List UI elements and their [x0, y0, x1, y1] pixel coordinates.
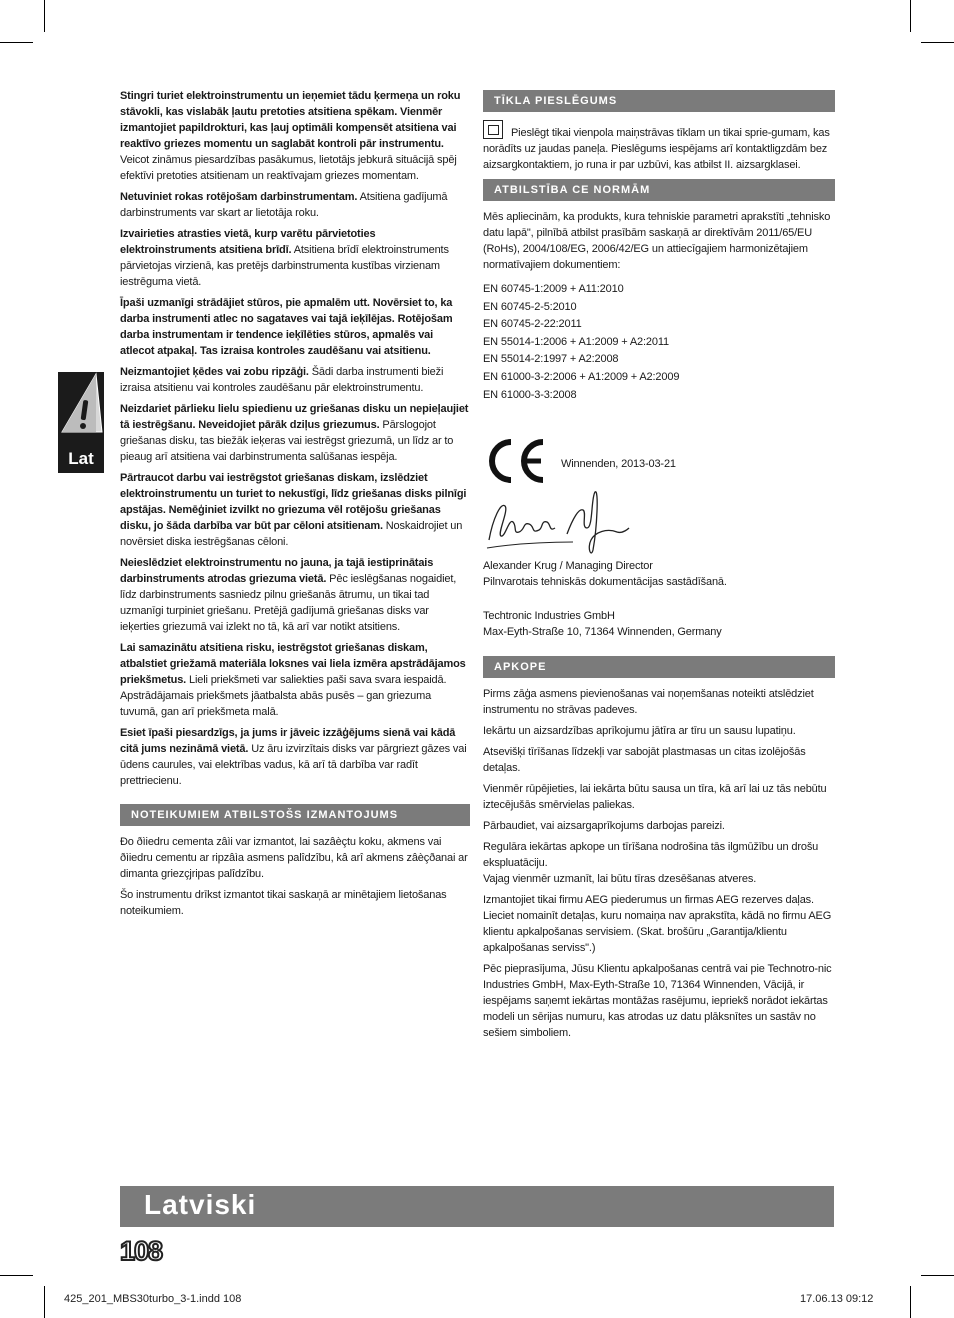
safety-paragraph-text: Uz āru izvirzītais disks var pārgriezt gāzes vai ūdens caurules, vai elektrības vadus, kā arī tā darbība var radīt prettriecienu. — [120, 743, 467, 787]
maintenance-paragraph: Regulāra iekārtas apkope un tīrīšana nodrošina tās ilgmūžību un drošu ekspluatāciju. Vajag vienmēr uzmanīt, lai būtu tīras dzesēšanas atveres. — [483, 841, 819, 886]
class-ii-icon — [483, 120, 503, 139]
safety-paragraph-text: Atsitiena gadījumā darbinstruments var skart ar lietotāja roku. — [120, 191, 448, 219]
safety-paragraph-bold: Īpaši uzmanīgi strādājiet stūros, pie apmalēm utt. Novērsiet to, ka darba instrumenti atlec no sagataves vai tajā ieķīlējas. Rotējošam darba instrumentam ir tendence ieķīlēties stūros, apmalēs vai atlecot atpakaļ. Tas izraisa kontroles zaudēšanu vai atsitienu. — [120, 297, 453, 357]
crop-mark — [44, 0, 45, 32]
safety-paragraph-text: Veicot zināmus piesardzības pasākumus, lietotājs jebkurā situācijā spēj efektīvi pretoties atsitienam un reaktīvajam griezes momentam. — [120, 154, 457, 182]
safety-paragraph-text: Atsitiena brīdī elektroinstruments pārvietojas virzienā, kas pretējs darbinstrumenta kustības virzienam iestrēguma vietā. — [120, 244, 449, 288]
safety-paragraph — [120, 88, 470, 184]
warning-icon — [58, 372, 104, 444]
ce-mark-icon — [485, 436, 547, 486]
ce-declaration-row — [483, 436, 835, 486]
footer-language-title: Latviski — [144, 1189, 257, 1220]
maintenance-paragraph: Iekārtu un aizsardzības aprīkojumu jātīra ar tīru un sausu lupatiņu. — [483, 725, 796, 738]
maintenance-paragraph: Pirms zāģa asmens pievienošanas vai noņemšanas noteikti atslēdziet instrumentu no strāvas padeves. — [483, 688, 814, 717]
company-address: Max-Eyth-Straße 10, 71364 Winnenden, Germany — [483, 626, 722, 639]
crop-mark — [0, 1275, 33, 1276]
safety-paragraph — [120, 226, 470, 290]
safety-paragraph-text: Noskaidrojiet un novērsiet diska iestrēgšanas cēloni. — [120, 520, 463, 548]
signer-name: Alexander Krug / Managing Director — [483, 560, 653, 573]
safety-paragraph — [120, 725, 470, 789]
standard-item: EN 60745-2-5:2010 — [483, 300, 577, 313]
safety-paragraph-bold: Neieslēdziet elektroinstrumentu no jauna, ja tajā iestiprinātais darbinstruments atrodas griezuma vietā. — [120, 557, 434, 585]
safety-paragraph-bold: Esiet īpaši piesardzīgs, ja jums ir jāveic izzāģējums sienā vai kādā citā jums nezināmā vietā. — [120, 727, 456, 755]
mains-connection-text: Pieslēgt tikai vienpola maiņstrāvas tīklam un tikai sprie-gumam, kas norādīts uz jaudas paneļa. Pieslēgums iespējams arī kontaktligzdām bez aizsargkontaktiem, jo runa ir par uzbūvi, kas atbilst II. aizsargklasei. — [483, 120, 835, 173]
signer-role: Pilnvarotais tehniskās dokumentācijas sastādīšanā. — [483, 576, 727, 589]
safety-paragraph-bold: Izvairieties atrasties vietā, kurp varētu pārvietoties elektroinstruments atsitiena brīdī. — [120, 228, 376, 256]
safety-paragraph-bold: Neizmantojiet ķēdes vai zobu ripzāģi. — [120, 366, 309, 378]
standard-item: EN 55014-2:1997 + A2:2008 — [483, 353, 619, 366]
page-number: 108 — [120, 1236, 163, 1266]
crop-mark — [921, 1275, 954, 1276]
crop-mark — [910, 0, 911, 32]
crop-mark — [44, 1286, 45, 1318]
left-column — [120, 88, 470, 924]
standard-item: EN 61000-3-2:2006 + A1:2009 + A2:2009 — [483, 370, 680, 383]
company-name: Techtronic Industries GmbH — [483, 610, 615, 623]
language-side-tab — [58, 372, 104, 473]
safety-paragraph — [120, 555, 470, 635]
language-code: Lat — [68, 449, 94, 468]
standard-item: EN 55014-1:2006 + A1:2009 + A2:2011 — [483, 335, 669, 348]
safety-paragraph-bold: Neizdariet pārlieku lielu spiedienu uz griešanas disku un nepieļaujiet tā iestrēgšanu. Neveidojiet pārāk dziļus griezumus. — [120, 403, 469, 431]
safety-paragraph — [120, 401, 470, 465]
safety-paragraph — [120, 640, 470, 720]
standard-item: EN 60745-2-22:2011 — [483, 318, 582, 331]
maintenance-paragraph: Izmantojiet tikai firmu AEG piederumus un firmas AEG rezerves daļas. Lieciet nomainīt detaļas, kuru nomaiņa nav aprakstīta, kādā no firmu AEG klientu apkalpošanas servisiem. (Skat. brošūru „Garantija/klientu apkalpošanas serviss".) — [483, 894, 832, 955]
safety-paragraph-text: Pēc ieslēgšanas nogaidiet, līdz darbinstruments sasniedz pilnu griešanās ātrumu, un tikai tad uzmanīgi turpiniet griešanu. Pretējā gadījumā griešanas disks var ieķerties griezumā vai izlekt no tā, kā arī var notikt atsitiens. — [120, 573, 457, 633]
print-slug-date: 17.06.13 09:12 — [800, 1293, 874, 1305]
intended-use-paragraph: Ðo ðìiedru cementa zâìi var izmantot, lai sazâèçtu koku, akmens vai ðìiedru cementu ar ripzâìa asmens palîdzîbu, kâ arî akmens zâèçðanai ar dimanta griezçjripas palîdzîbu. — [120, 836, 468, 880]
safety-paragraph-text: Pārslogojot griešanas disku, tas biežāk ieķeras vai iestrēgst griezumā, un līdz ar to pieaug arī atsitiena vai darbinstrumenta salūšanas iespēja. — [120, 419, 454, 463]
safety-paragraph — [120, 189, 470, 221]
ce-intro: Mēs apliecinām, ka produkts, kura tehniskie parametri aprakstīti „tehnisko datu lapā", pilnībā atbilst prasībām saskaņā ar direktīvām 2011/65/EU (RoHs), 2004/108/EG, 2006/42/EG un attiecīgajiem harmonizētajiem normatīvajiem dokumentiem: — [483, 211, 831, 271]
standard-item: EN 61000-3-3:2008 — [483, 388, 577, 401]
crop-mark — [910, 1286, 911, 1318]
standard-item: EN 60745-1:2009 + A11:2010 — [483, 283, 624, 295]
maintenance-paragraph: Pārbaudiet, vai aizsargaprīkojums darbojas pareizi. — [483, 820, 725, 833]
safety-paragraph-bold: Lai samazinātu atsitiena risku, iestrēgstot griešanas diskam, atbalstiet griežamā materiāla loksnes vai liela izmēra apstrādājamos priekšmetus. — [120, 642, 466, 686]
crop-mark — [0, 42, 33, 43]
safety-paragraph-text: Lieli priekšmeti var saliekties paši sava svara iespaidā. Apstrādājamais priekšmets jāatbalsta abās pusēs – gan griezuma tuvumā, gan arī priekšmeta malā. — [120, 674, 447, 718]
right-column — [483, 90, 835, 1046]
safety-paragraph — [120, 470, 470, 550]
safety-paragraph-bold: Netuviniet rokas rotējošam darbinstrumentam. — [120, 191, 358, 203]
standards-list — [483, 281, 835, 404]
intended-use-paragraph: Šo instrumentu drīkst izmantot tikai saskaņā ar minētajiem lietošanas noteikumiem. — [120, 889, 447, 917]
crop-mark — [921, 42, 954, 43]
safety-paragraph — [120, 295, 470, 359]
safety-paragraph-text: Šādi darba instrumenti bieži izraisa atsitienu vai kontroles zaudēšanu pār elektroinstrumentu. — [120, 366, 444, 394]
safety-paragraph-bold: Pārtraucot darbu vai iestrēgstot griešanas diskam, izslēdziet elektroinstrumentu un turiet to nekustīgi, līdz griešanas disks pilnīgi apstājas. Nemēģiniet izvilkt no griezuma vēl rotējošu griešanas disku, jo šāda darbība var būt par cēloni atsitienam. — [120, 472, 467, 532]
ce-conformity-heading: ATBILSTĪBA CE NORMĀM — [483, 179, 835, 201]
maintenance-paragraph: Vienmēr rūpējieties, lai iekārta būtu sausa un tīra, kā arī lai uz tās nebūtu iztecējušās smērvielas paliekas. — [483, 783, 827, 812]
safety-paragraph-bold: Stingri turiet elektroinstrumentu un ieņemiet tādu ķermeņa un roku stāvokli, kas vislabāk ļautu pretoties atsitiena spēkam. Vienmēr izmantojiet papildrokturi, kas ļauj optimāli kompensēt atsitiena vai reaktīvo griezes momentu un saglabāt kontroli pār instrumentu. — [120, 90, 461, 150]
mains-connection-heading: TĪKLA PIESLĒGUMS — [483, 90, 835, 112]
footer-language-bar — [120, 1186, 834, 1227]
place-date: Winnenden, 2013-03-21 — [561, 458, 676, 471]
print-slug-file: 425_201_MBS30turbo_3-1.indd 108 — [64, 1293, 242, 1305]
intended-use-heading: NOTEIKUMIEM ATBILSTOŠS IZMANTOJUMS — [120, 804, 470, 826]
maintenance-paragraph: Pēc pieprasījuma, Jūsu Klientu apkalpošanas centrā vai pie Technotro-nic Industries GmbH, Max-Eyth-Straße 10, 71364 Winnenden, Vācijā, ir iespējams saņemt iekārtas montāžas rasējumu, iepriekš norādot iekārtas modeli un sērijas numuru, kas atrodas uz datu plāksnītes un sastāv no sešiem simboliem. — [483, 963, 832, 1040]
maintenance-text — [483, 686, 835, 1041]
safety-paragraph — [120, 364, 470, 396]
maintenance-heading: APKOPE — [483, 656, 835, 678]
maintenance-paragraph: Atsevišķi tīrīšanas līdzekļi var sabojāt plastmasas un citas izolējošās detaļas. — [483, 746, 806, 775]
signature-image — [483, 488, 643, 558]
